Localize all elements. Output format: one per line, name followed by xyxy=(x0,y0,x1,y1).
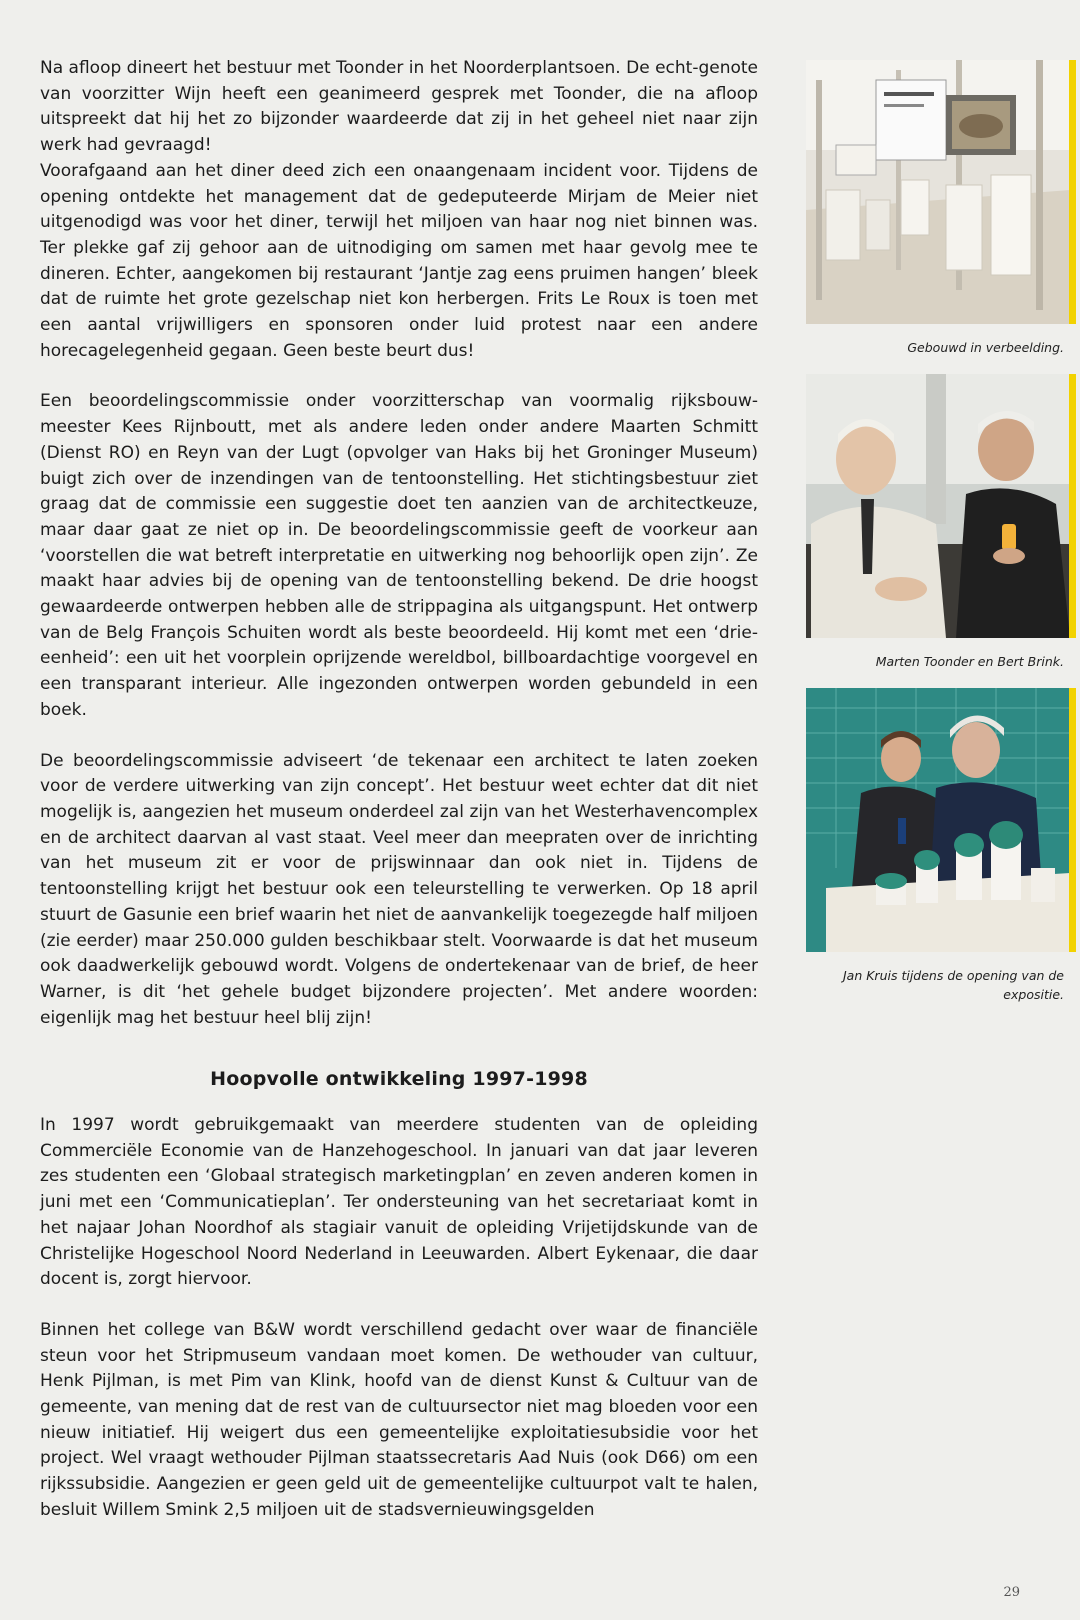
accent-bar xyxy=(1069,374,1076,638)
toonder-brink-photo xyxy=(806,374,1070,638)
figure-toonder-brink xyxy=(806,374,1076,671)
section-heading: Hoopvolle ontwikkeling 1997-1998 xyxy=(210,1068,588,1091)
figure-caption: Jan Kruis tijdens de opening van de expositie. xyxy=(842,968,1064,1002)
figure-caption: Marten Toonder en Bert Brink. xyxy=(875,654,1064,669)
exhibition-photo xyxy=(806,60,1070,324)
accent-bar xyxy=(1069,688,1076,952)
paragraph-students: In 1997 wordt gebruikgemaakt van meerdere studenten van de opleiding Commerciële Economie van de Hanzehogeschool. In januari van dat jaar leveren zes studenten een ‘Globaal strategisch marketingplan’ en zeven anderen komen in juni met een ‘Communicatieplan’. Ter ondersteuning van het secretariaat komt in het najaar Johan Noordhof als stagiair vanuit de opleiding Vrijetijdskunde van de Christelijke Hogeschool Noord Nederland in Leeuwarden. Albert Eykenaar, die daar docent is, zorgt hiervoor. xyxy=(40,1115,758,1290)
figure-jan-kruis xyxy=(806,688,1076,1004)
jan-kruis-photo xyxy=(806,688,1070,952)
paragraph-incident: Voorafgaand aan het diner deed zich een onaangenaam incident voor. Tijdens de opening ontdekte het management dat de gedeputeerde Mirjam de Meier niet uitgenodigd was voor het diner, terwijl het miljoen van haar nog niet binnen was. Ter plekke gaf zij gehoor aan de uitnodiging om samen met haar gevolg mee te dineren. Echter, aangekomen bij restaurant ‘Jantje zag eens pruimen hangen’ bleek dat de ruimte het grote gezelschap niet kon herbergen. Frits Le Roux is toen met een aantal vrijwilligers en sponsoren onder luid protest naar een andere horecagelegenheid gegaan. Geen beste beurt dus! xyxy=(40,160,758,361)
page-number: 29 xyxy=(1003,1585,1020,1600)
figure-caption: Gebouwd in verbeelding. xyxy=(907,340,1064,355)
main-text-column xyxy=(40,56,758,1524)
accent-bar xyxy=(1069,60,1076,324)
paragraph-advice: De beoordelingscommissie adviseert ‘de tekenaar een architect te laten zoeken voor de verdere uitwerking van zijn concept’. Het bestuur weet echter dat dit niet mogelijk is, aangezien het museum onderdeel zal zijn van het Westerhavencomplex en de architect daarvan al vast staat. Veel meer dan meepraten over de inrichting van het museum zit er voor de prijswinnaar dan ook niet in. Tijdens de tentoonstelling krijgt het bestuur ook een teleurstelling te verwerken. Op 18 april stuurt de Gasunie een brief waarin het niet de aanvankelijk toegezegde half miljoen (zie eerder) maar 250.000 gulden beschikbaar stelt. Voorwaarde is dat het museum ook daadwerkelijk gebouwd wordt. Volgens de ondertekenaar van de brief, de heer Warner, is dit ‘het gehele budget bijzondere projecten’. Met andere woorden: eigenlijk mag het bestuur heel blij zijn! xyxy=(40,750,758,1028)
paragraph-college: Binnen het college van B&W wordt verschillend gedacht over waar de financiële steun voor het Stripmuseum vandaan moet komen. De wethouder van cultuur, Henk Pijlman, is met Pim van Klink, hoofd van de dienst Kunst & Cultuur van de gemeente, van mening dat de rest van de cultuursector niet mag bloeden voor een nieuw initiatief. Hij weigert dus een gemeentelijke exploitatiesubsidie voor het project. Wel vraagt wethouder Pijlman staatssecretaris Aad Nuis (ook D66) om een rijkssubsidie. Aangezien er geen geld uit de gemeentelijke cultuurpot valt te halen, besluit Willem Smink 2,5 miljoen uit de stadsvernieuwingsgelden xyxy=(40,1319,758,1520)
figure-exhibition xyxy=(806,60,1076,357)
paragraph-dinner: Na afloop dineert het bestuur met Toonder in het Noorderplantsoen. De echt-genote van voorzitter Wijn heeft een geanimeerd gesprek met Toonder, die na afloop uitspreekt dat hij het zo bijzonder waardeerde dat zij in het geheel niet naar zijn werk had gevraagd! xyxy=(40,58,758,156)
paragraph-commission: Een beoordelingscommissie onder voorzitterschap van voormalig rijksbouw-meester Kees Rijnboutt, met als andere leden onder andere Maarten Schmitt (Dienst RO) en Reyn van der Lugt (opvolger van Haks bij het Groninger Museum) buigt zich over de inzendingen van de tentoonstelling. Het stichtingsbestuur ziet graag dat de commissie een suggestie doet ten aanzien van de architectkeuze, maar daar gaat ze niet op in. De beoordelingscommissie geeft de voorkeur aan ‘voorstellen die wat betreft interpretatie en uitwerking nog behoorlijk open zijn’. Ze maakt haar advies bij de opening van de tentoonstelling bekend. De drie hoogst gewaardeerde ontwerpen hebben alle de strippagina als uitgangspunt. Het ontwerp van de Belg François Schuiten wordt als beste beoordeeld. Hij komt met een ‘drie-eenheid’: een uit het voorplein oprijzende wereldbol, billboardachtige voorgevel en een transparant interieur. Alle ingezonden ontwerpen worden gebundeld in een boek. xyxy=(40,391,758,720)
